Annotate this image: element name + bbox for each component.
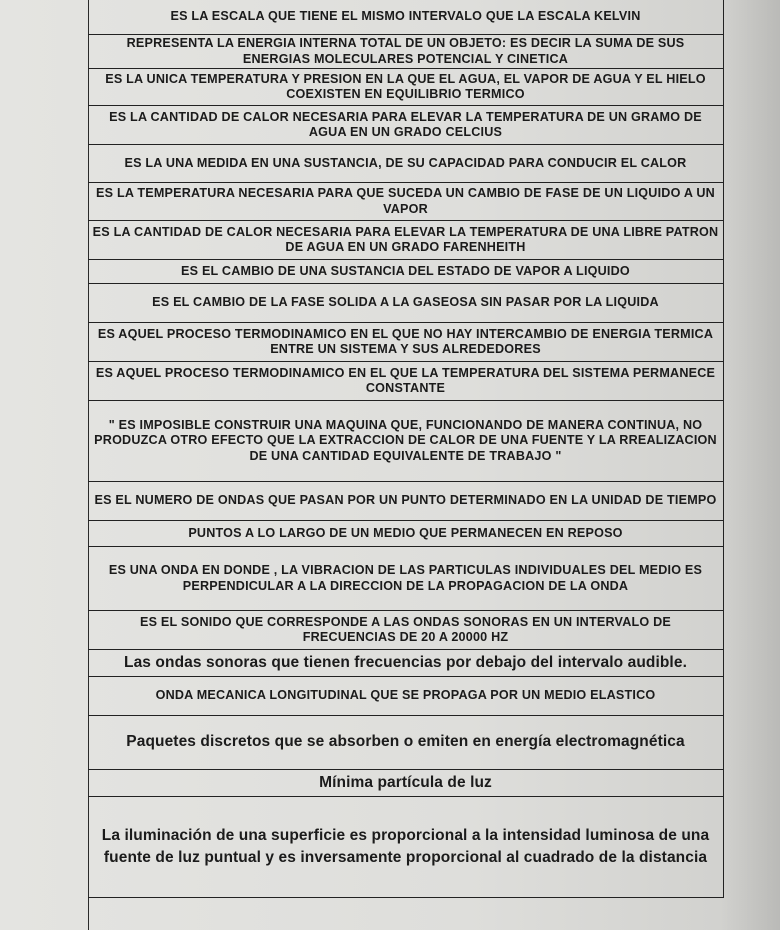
definition-cell: ES LA UNA MEDIDA EN UNA SUSTANCIA, DE SU CAPACIDAD PARA CONDUCIR EL CALOR xyxy=(88,145,724,183)
definition-cell: REPRESENTA LA ENERGIA INTERNA TOTAL DE UN OBJETO: ES DECIR LA SUMA DE SUS ENERGIAS MOLECULARES POTENCIAL Y CINETICA xyxy=(88,35,724,69)
page-shadow xyxy=(720,0,780,930)
definition-cell: ES LA CANTIDAD DE CALOR NECESARIA PARA ELEVAR LA TEMPERATURA DE UNA LIBRE PATRON DE AGUA EN UN GRADO FARENHEITH xyxy=(88,221,724,260)
table-row xyxy=(88,260,724,284)
definition-cell: ES EL CAMBIO DE LA FASE SOLIDA A LA GASEOSA SIN PASAR POR LA LIQUIDA xyxy=(88,284,724,323)
definition-cell: Mínima partícula de luz xyxy=(88,770,724,797)
definition-cell: ONDA MECANICA LONGITUDINAL QUE SE PROPAGA POR UN MEDIO ELASTICO xyxy=(88,677,724,716)
table-row xyxy=(88,677,724,716)
definition-cell: ES EL CAMBIO DE UNA SUSTANCIA DEL ESTADO DE VAPOR A LIQUIDO xyxy=(88,260,724,284)
definition-cell: ES LA UNICA TEMPERATURA Y PRESION EN LA QUE EL AGUA, EL VAPOR DE AGUA Y EL HIELO COEXISTEN EN EQUILIBRIO TERMICO xyxy=(88,69,724,106)
definition-cell: PUNTOS A LO LARGO DE UN MEDIO QUE PERMANECEN EN REPOSO xyxy=(88,521,724,547)
table-row xyxy=(88,221,724,260)
definition-cell: ES UNA ONDA EN DONDE , LA VIBRACION DE LAS PARTICULAS INDIVIDUALES DEL MEDIO ES PERPENDICULAR A LA DIRECCION DE LA PROPAGACION DE LA ONDA xyxy=(88,547,724,611)
table-row xyxy=(88,482,724,521)
table-row xyxy=(88,145,724,183)
table-row xyxy=(88,183,724,221)
definitions-table xyxy=(88,0,724,898)
definition-cell: ES EL NUMERO DE ONDAS QUE PASAN POR UN PUNTO DETERMINADO EN LA UNIDAD DE TIEMPO xyxy=(88,482,724,521)
table-row xyxy=(88,0,724,35)
table-row xyxy=(88,547,724,611)
table-row xyxy=(88,35,724,69)
table-row xyxy=(88,362,724,401)
table-row xyxy=(88,401,724,482)
definition-cell: ES AQUEL PROCESO TERMODINAMICO EN EL QUE LA TEMPERATURA DEL SISTEMA PERMANECE CONSTANTE xyxy=(88,362,724,401)
definition-cell: Las ondas sonoras que tienen frecuencias por debajo del intervalo audible. xyxy=(88,650,724,677)
table-row xyxy=(88,284,724,323)
definition-cell: ES AQUEL PROCESO TERMODINAMICO EN EL QUE NO HAY INTERCAMBIO DE ENERGIA TERMICA ENTRE UN SISTEMA Y SUS ALREDEDORES xyxy=(88,323,724,362)
definition-cell: ES LA ESCALA QUE TIENE EL MISMO INTERVALO QUE LA ESCALA KELVIN xyxy=(88,0,724,35)
definition-cell: " ES IMPOSIBLE CONSTRUIR UNA MAQUINA QUE, FUNCIONANDO DE MANERA CONTINUA, NO PRODUZCA OTRO EFECTO QUE LA EXTRACCION DE CALOR DE UNA FUENTE Y LA RREALIZACION DE UNA CANTIDAD EQUIVALENTE DE TRABAJO " xyxy=(88,401,724,482)
definition-cell: ES LA TEMPERATURA NECESARIA PARA QUE SUCEDA UN CAMBIO DE FASE DE UN LIQUIDO A UN VAPOR xyxy=(88,183,724,221)
table-row xyxy=(88,611,724,650)
definition-cell: ES LA CANTIDAD DE CALOR NECESARIA PARA ELEVAR LA TEMPERATURA DE UN GRAMO DE AGUA EN UN GRADO CELCIUS xyxy=(88,106,724,145)
table-row xyxy=(88,106,724,145)
table-row xyxy=(88,716,724,770)
table-row xyxy=(88,323,724,362)
table-row xyxy=(88,521,724,547)
empty-answer-column xyxy=(0,0,89,930)
definition-cell: La iluminación de una superficie es proporcional a la intensidad luminosa de una fuente de luz puntual y es inversamente proporcional al cuadrado de la distancia xyxy=(88,797,724,898)
definition-cell: ES EL SONIDO QUE CORRESPONDE A LAS ONDAS SONORAS EN UN INTERVALO DE FRECUENCIAS DE 20 A 20000 HZ xyxy=(88,611,724,650)
table-row xyxy=(88,69,724,106)
table-row xyxy=(88,770,724,797)
table-row xyxy=(88,650,724,677)
definition-cell: Paquetes discretos que se absorben o emiten en energía electromagnética xyxy=(88,716,724,770)
table-row xyxy=(88,797,724,898)
